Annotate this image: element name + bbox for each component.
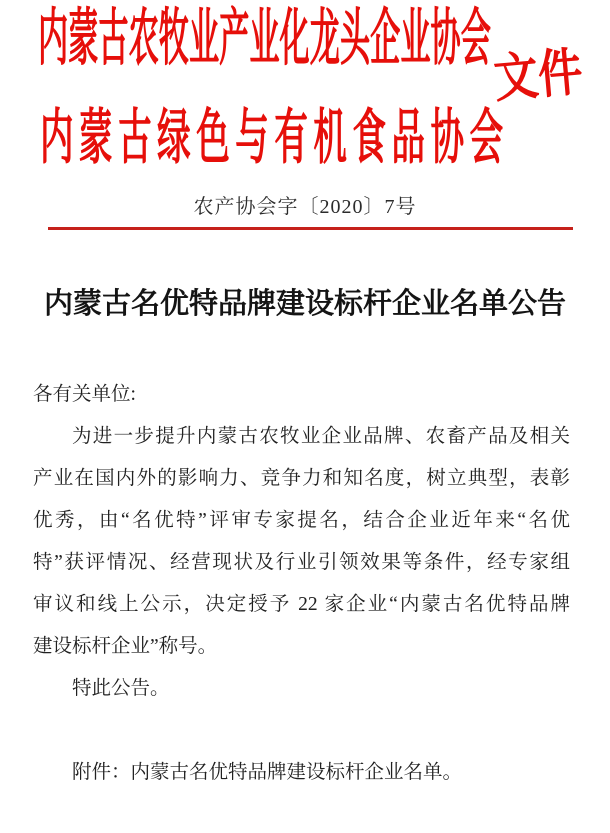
closing-line: 特此公告。 bbox=[72, 678, 170, 699]
body-line: 产业在国内外的影响力、竞争力和知名度，树立典型，表彰 bbox=[33, 468, 570, 489]
org-name-line1: 内蒙古农牧业产业化龙头企业协会 bbox=[38, 5, 491, 73]
salutation-line: 各有关单位: bbox=[33, 384, 136, 405]
document-number: 农产协会字〔2020〕7号 bbox=[193, 196, 417, 218]
document-title: 内蒙古名优特品牌建设标杆企业名单公告 bbox=[43, 288, 566, 320]
document-body bbox=[33, 374, 570, 794]
red-divider-line bbox=[48, 227, 573, 230]
body-line: 审议和线上公示，决定授予 22 家企业“内蒙古名优特品牌 bbox=[33, 594, 570, 615]
document-label: 文件 bbox=[491, 44, 585, 109]
body-line: 优秀，由“名优特”评审专家提名，结合企业近年来“名优 bbox=[33, 510, 570, 531]
body-line: 特”获评情况、经营现状及行业引领效果等条件，经专家组 bbox=[33, 552, 570, 573]
org-name-line2: 内蒙古绿色与有机食品协会 bbox=[40, 105, 509, 171]
body-line: 为进一步提升内蒙古农牧业企业品牌、农畜产品及相关 bbox=[72, 426, 570, 447]
body-line: 建设标杆企业”称号。 bbox=[33, 636, 218, 657]
attachment-line: 附件：内蒙古名优特品牌建设标杆企业名单。 bbox=[72, 762, 463, 783]
